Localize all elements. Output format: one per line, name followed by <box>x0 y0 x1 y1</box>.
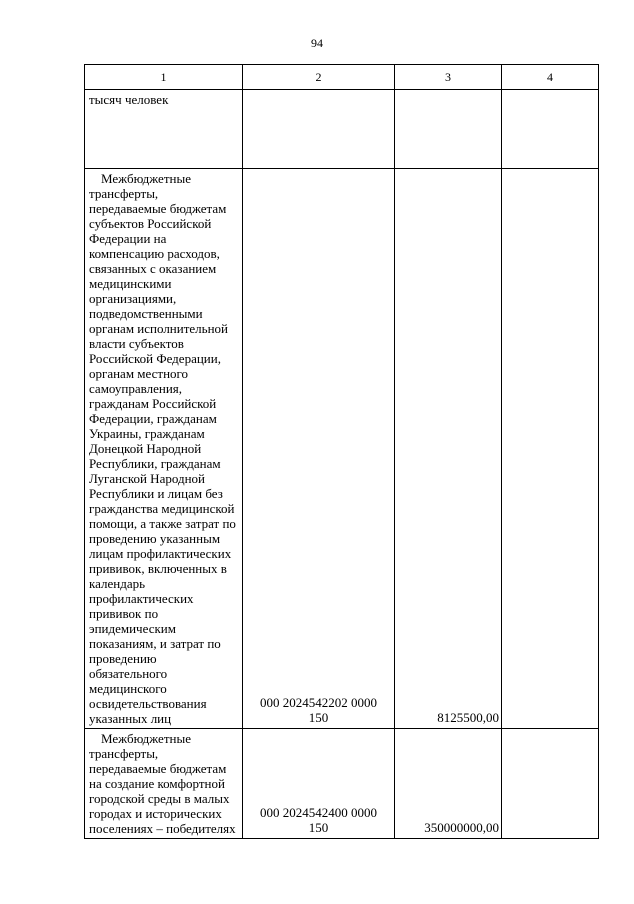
description-line: передаваемые бюджетам <box>89 201 227 216</box>
budget-table <box>84 64 599 839</box>
row-amount: 350000000,00 <box>395 729 502 839</box>
description-line: власти субъектов <box>89 336 184 351</box>
row-code <box>243 169 395 729</box>
table-row <box>85 169 599 729</box>
description-line: гражданам Российской <box>89 396 217 411</box>
description-line: профилактических <box>89 591 194 606</box>
column-header: 4 <box>502 65 599 90</box>
description-line: органам исполнительной <box>89 321 229 336</box>
column-header: 1 <box>85 65 243 90</box>
row-code <box>243 729 395 839</box>
description-line: подведомственными <box>89 306 203 321</box>
row-description <box>85 169 243 729</box>
description-line: Донецкой Народной <box>89 441 202 456</box>
description-line: медицинскими <box>89 276 172 291</box>
description-line: медицинского <box>89 681 167 696</box>
row-col4 <box>502 729 599 839</box>
description-line: трансферты, <box>89 746 159 761</box>
description-line: Федерации, гражданам <box>89 411 217 426</box>
description-line: помощи, а также затрат по <box>89 516 236 531</box>
description-line: связанных с оказанием <box>89 261 217 276</box>
description-line: обязательного <box>89 666 168 681</box>
description-line: тысяч человек <box>89 92 169 107</box>
description-line: прививок по <box>89 606 159 621</box>
description-line: самоуправления, <box>89 381 183 396</box>
row-amount <box>395 90 502 169</box>
description-line: указанных лиц <box>89 711 172 726</box>
description-line: субъектов Российской <box>89 216 212 231</box>
row-col4 <box>502 90 599 169</box>
description-line: Межбюджетные <box>101 171 191 186</box>
description-line: передаваемые бюджетам <box>89 761 227 776</box>
description-line: проведению <box>89 651 157 666</box>
description-line: эпидемическим <box>89 621 176 636</box>
description-line: Республики и лицам без <box>89 486 223 501</box>
row-code <box>243 90 395 169</box>
page-number: 94 <box>311 36 323 50</box>
description-line: организациями, <box>89 291 177 306</box>
description-line: Луганской Народной <box>89 471 205 486</box>
description-line: Межбюджетные <box>101 731 191 746</box>
description-line: на создание комфортной <box>89 776 225 791</box>
description-line: Украины, гражданам <box>89 426 205 441</box>
code-line: 000 2024542400 0000 <box>260 805 377 820</box>
table-header-row <box>85 65 599 90</box>
description-line: показаниям, и затрат по <box>89 636 221 651</box>
table-row <box>85 729 599 839</box>
description-line: городах и исторических <box>89 806 222 821</box>
row-amount: 8125500,00 <box>395 169 502 729</box>
code-line: 150 <box>308 710 329 725</box>
description-line: Российской Федерации, <box>89 351 221 366</box>
row-description <box>85 90 243 169</box>
column-header: 3 <box>395 65 502 90</box>
description-line: календарь <box>89 576 146 591</box>
description-line: прививок, включенных в <box>89 561 227 576</box>
description-line: Республики, гражданам <box>89 456 221 471</box>
table-row <box>85 90 599 169</box>
row-col4 <box>502 169 599 729</box>
description-line: компенсацию расходов, <box>89 246 220 261</box>
description-line: городской среды в малых <box>89 791 230 806</box>
description-line: Федерации на <box>89 231 167 246</box>
description-line: трансферты, <box>89 186 159 201</box>
code-line: 000 2024542202 0000 <box>260 695 377 710</box>
description-line: органам местного <box>89 366 189 381</box>
description-line: поселениях – победителях <box>89 821 236 836</box>
description-line: проведению указанным <box>89 531 221 546</box>
description-line: освидетельствования <box>89 696 207 711</box>
code-line: 150 <box>308 820 329 835</box>
description-line: гражданства медицинской <box>89 501 235 516</box>
column-header: 2 <box>243 65 395 90</box>
row-description <box>85 729 243 839</box>
description-line: лицам профилактических <box>89 546 232 561</box>
